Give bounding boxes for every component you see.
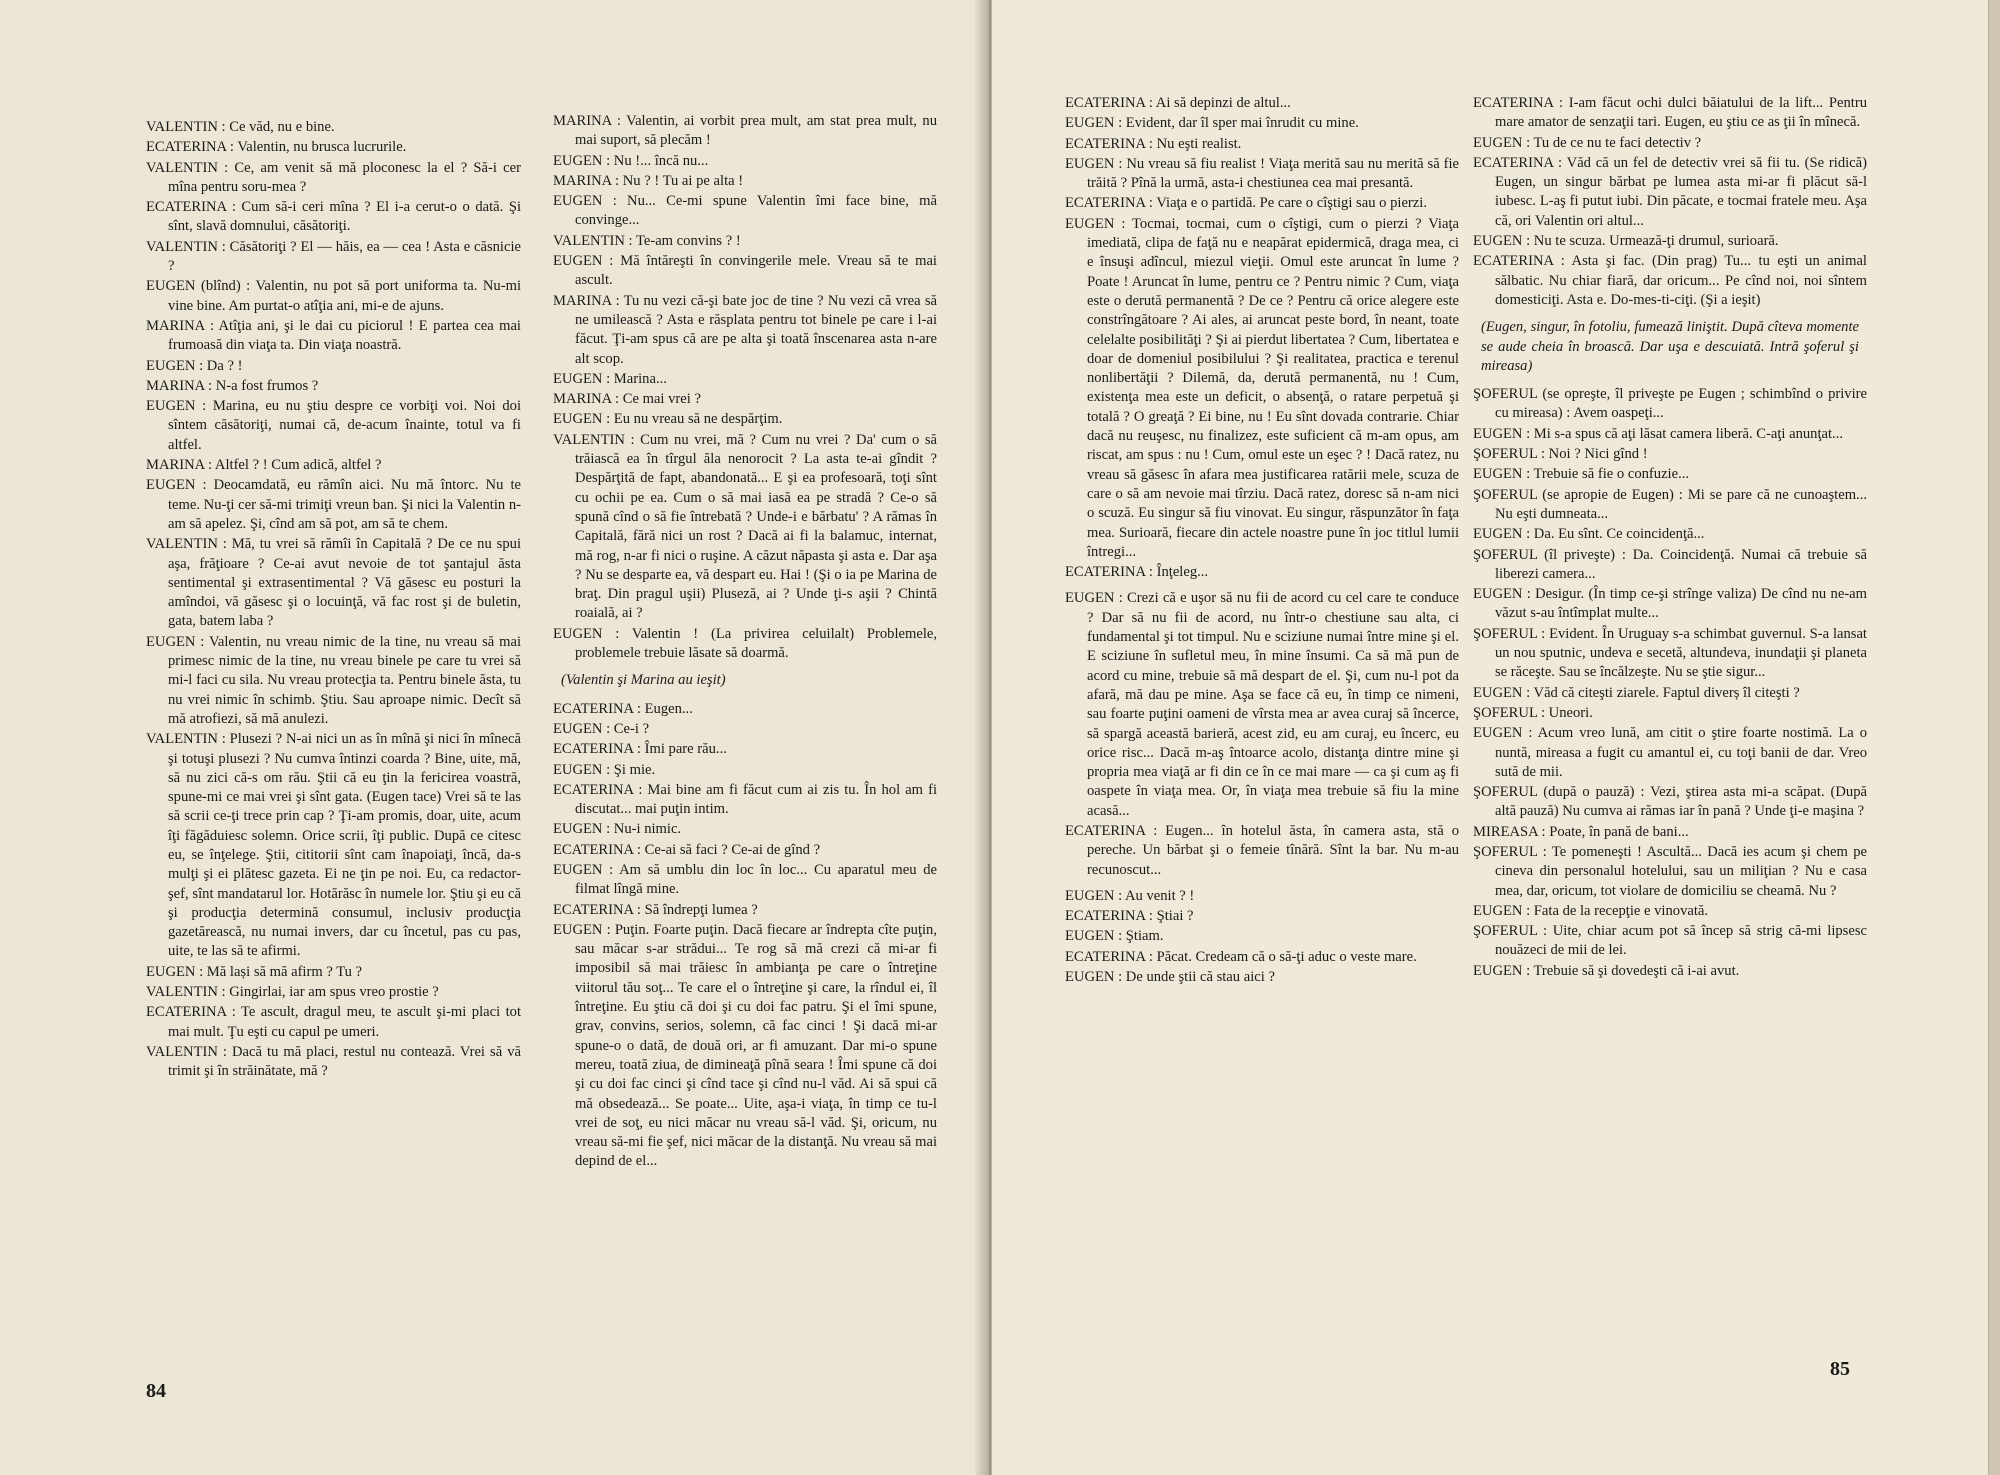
dialogue-line: EUGEN : Nu vreau să fiu realist ! Viaţa merită sau nu merită să fie trăită ? Pînă la urmă, asta-i chestiunea cea mai presantă. <box>1065 155 1459 192</box>
dialogue-line: EUGEN : Am să umblu din loc în loc... Cu aparatul meu de filmat lîngă mine. <box>553 861 937 898</box>
dialogue-line: VALENTIN : Plusezi ? N-ai nici un as în mînă şi nici în mînecă şi totuşi plusezi ? Nu cumva întinzi coarda ? Bine, uite, mă, să nu zici că-s om rău. Ştii că eu ţin la fericirea voastră, spune-mi ce mai vrei şi sînt gata. (Eugen tace) Vrei să te las să scrii ce-ţi trece prin cap ? Ţi-am promis, doar, uite, acum îţi făgăduiesc solemn. Orice scrii, îţi public. După ce citesc eu, se înţelege. Ştii, cititorii sînt cam înapoiaţi, încă, da-s mulţi şi ei plătesc gazeta. Ei ne ţin pe noi. Eu, ca redactor-şef, sînt mandatarul lor. Hotărăsc în numele lor. Ştiu şi eu că şi producţia determină consumul, inclusiv producţia gazetărească, nu numai invers, dar cu încetul, pas cu pas, uite, te las să te afirmi. <box>146 731 521 960</box>
dialogue-line: EUGEN : Trebuie să şi dovedeşti că i-ai avut. <box>1473 962 1740 979</box>
page-edge <box>1988 0 2000 1475</box>
dialogue-line: EUGEN : Trebuie să fie o confuzie... <box>1473 466 1690 483</box>
dialogue-line: EUGEN : Văd că citeşti ziarele. Faptul diverș îl citeşti ? <box>1473 684 1800 701</box>
dialogue-line: ŞOFERUL (după o pauză) : Vezi, ştirea asta mi-a scăpat. (După altă pauză) Nu cumva ai rămas iar în pană ? Unde ţi-e maşina ? <box>1473 784 1867 820</box>
dialogue-line: ECATERINA : I-am făcut ochi dulci băiatului de la lift... Pentru mare amator de senzaţii tari. Eugen, eu ştiu ce as ţii în mînecă. <box>1473 95 1867 131</box>
dialogue-line: ŞOFERUL : Uite, chiar acum pot să încep să strig că-mi lipsesc nouăzeci de mii de lei. <box>1473 923 1867 959</box>
dialogue-line: EUGEN : Ştiam. <box>1065 928 1164 945</box>
page-number-left: 84 <box>146 1380 166 1402</box>
dialogue-line: EUGEN : Crezi că e uşor să nu fii de acord cu cel care te conduce ? Dar să nu fii de acord, nu într-o chestiune sau alta, ci fundamental şi tot timpul. Nu e sciziune numai între mine şi el. E sciziune în sufletul meu, în mine însumi. Ca să mă pun de acord cu mine, trebuie să mă despart de el. Şi, cum nu-l pot da afară, mă dau pe mine. Aşa se face că eu, în timp ce nimeni, sau foarte puţini oameni de vîrsta mea ar avea curaj să încerce, să spargă această barieră, acest zid, eu am curaj, eu încerc, eu orice risc... Dacă m-aş întoarce acolo, distanţa dintre mine şi propria mea viaţă ar fi din ce în ce mai mare — ca şi cum aş fi oaspete în viaţa mea. Or, în viaţa mea trebuie să fiu la mine acasă... <box>1065 590 1459 819</box>
dialogue-line: VALENTIN : Ce, am venit să mă ploconesc la el ? Să-i cer mîna pentru soru-mea ? <box>146 159 521 195</box>
dialogue-line: ECATERINA : Îmi pare rău... <box>553 741 727 758</box>
dialogue-line: EUGEN : Marina, eu nu ştiu despre ce vorbiţi voi. Noi doi sîntem căsătoriţi, numai că, de-acum înainte, totul va fi altfel. <box>146 398 521 453</box>
dialogue-line: MARINA : Nu ? ! Tu ai pe alta ! <box>553 172 744 189</box>
dialogue-line: EUGEN : Puţin. Foarte puţin. Dacă fiecare ar îndrepta cîte puţin, sau măcar s-ar strădui... Te rog să mă crezi că mi-ar fi imposibil să mai trăiesc în ambianţa pe care o întreţine viitorul tău soţ... Te care el o întreţine şi care, la rîndul ei, îl întreţine. Eu ştiu că doi şi cu doi fac patru. Şi el îmi spune, grav, convins, serios, solemn, că fac cinci ! Şi dacă mi-ar spune-o o dată, de două ori, ar fi amuzant. Dar mi-o spune mereu, toată ziua, de dimineaţă pînă seara ! Îmi spune că doi şi cu doi fac cinci şi cînd tace şi cînd nu-l văd. Ai să spui că mă obsedează... Se poate... Uite, aşa-i viaţa, în timp ce tu-l vrei de soţ, eu nici măcar nu vreau să-l văd. Şi, oricum, nu vreau să-mi fie şef, nici măcar de la distanţă. Nu vreau să mai depind de el... <box>553 921 937 1170</box>
dialogue-line: MARINA : Atîţia ani, şi le dai cu piciorul ! E partea cea mai frumoasă din viaţa ta. Din viaţa noastră. <box>146 317 521 354</box>
dialogue-line: EUGEN : Mi s-a spus că aţi lăsat camera liberă. C-aţi anunţat... <box>1473 425 1843 442</box>
dialogue-line: ECATERINA : Eugen... în hotelul ăsta, în camera asta, stă o pereche. Un bărbat şi o femeie tînără. Sînt la bar. Nu m-au recunoscut... <box>1065 822 1459 878</box>
stage-direction: (Valentin şi Marina au ieşit) <box>561 672 726 689</box>
right-column-1 <box>1065 94 1459 988</box>
dialogue-line: ECATERINA : Nu eşti realist. <box>1065 135 1242 152</box>
dialogue-line: EUGEN : Şi mie. <box>553 761 656 778</box>
dialogue-line: EUGEN : Tocmai, tocmai, cum o cîştigi, cum o pierzi ? Viaţa imediată, clipa de faţă nu e neapărat epidermică, draga mea, ci e însuşi adîncul, miezul vieţii. Omul este aruncat în lume ? Poate ! Aruncat în lume, pentru ce ? Pentru nimic ? Cum, viaţa este o derută permanentă ? De ce ? Pentru că orice alegere este constrîngătoare ? Ai ales, ai aruncat peste bord, în neant, toate celelalte posibilităţi ? Şi ai pierdut libertatea ? Cum, libertatea e doar de domeniul posibilului ? Şi realitatea, practica e terenul nonlibertăţii ? Dilemă, da, derută permanentă, nu ! Cum, existenţa mea este un deficit, o absenţă, o ratare perpetuă şi totală ? O greaţă ? Ei bine, nu ! Eu sînt dovada contrarie. Chiar dacă nu reuşesc, nu finalizez, este suficient că m-am opus, am riscat, am spus : nu ! Cum, omul este un eşec ? ! Dacă ratez, nu vreau să găsesc în afara mea justificarea ratării mele, scuza de care o să am nevoie mai tîrziu. Dacă ratez, doresc să n-am nici o scuză. Eu singur să fiu vinovat. Eu singur, răspunzător în faţa mea. Surioară, fiecare din actele noastre pune în joc titlul lumii întregi... <box>1065 215 1459 560</box>
dialogue-line: EUGEN : Evident, dar îl sper mai înrudit cu mine. <box>1065 115 1359 132</box>
dialogue-line: VALENTIN : Mă, tu vrei să rămîi în Capitală ? De ce nu spui aşa, frăţioare ? Ce-ai avut nevoie de tot şantajul ăsta sentimental şi extrasentimental ? Vă găsesc eu posturi la amîndoi, vă găsesc şi o locuinţă, vă fac rost şi de buletin, gata, batem laba ? <box>146 536 521 630</box>
dialogue-line: ECATERINA : Viaţa e o partidă. Pe care o cîştigi sau o pierzi. <box>1065 195 1427 212</box>
dialogue-line: EUGEN : Da ? ! <box>146 357 243 374</box>
page-number-right: 85 <box>1830 1358 1850 1380</box>
dialogue-line: ŞOFERUL : Uneori. <box>1473 704 1593 721</box>
dialogue-line: EUGEN : Nu-i nimic. <box>553 821 682 838</box>
left-page <box>0 0 982 1475</box>
dialogue-line: MARINA : Valentin, ai vorbit prea mult, am stat prea mult, nu mai suport, să plecăm ! <box>553 113 937 149</box>
right-page <box>992 0 1992 1475</box>
dialogue-line: EUGEN : De unde ştii că stau aici ? <box>1065 969 1275 986</box>
dialogue-line: EUGEN : Da. Eu sînt. Ce coincidenţă... <box>1473 526 1705 543</box>
dialogue-line: MARINA : Tu nu vezi că-şi bate joc de tine ? Nu vezi că vrea să ne umilească ? Asta e răsplata pentru tot binele pe care i l-ai făcut. Ţi-am spus că are pe alta şi toată înscenarea asta n-are alt scop. <box>553 292 937 367</box>
dialogue-line: ECATERINA : Ai să depinzi de altul... <box>1065 95 1291 111</box>
dialogue-line: ECATERINA : Asta şi fac. (Din prag) Tu... tu eşti un animal sălbatic. Nu chiar fiară, dar oricum... Pe cînd noi, noi sîntem domesticiţi. Asta e. Do-mes-ti-ciţi. (Şi a ieşit) <box>1473 253 1867 308</box>
dialogue-line: ECATERINA : Să îndrepţi lumea ? <box>553 901 758 918</box>
dialogue-line: EUGEN : Mă lași să mă afirm ? Tu ? <box>146 963 363 980</box>
dialogue-line: EUGEN : Eu nu vreau să ne despărţim. <box>553 411 783 428</box>
dialogue-line: ECATERINA : Cum să-i ceri mîna ? El i-a cerut-o o dată. Şi sînt, slavă domnului, căsătoriţi. <box>146 199 521 235</box>
dialogue-line: EUGEN : Nu te scuza. Urmează-ţi drumul, surioară. <box>1473 233 1779 250</box>
right-column-2 <box>1473 94 1867 982</box>
dialogue-line: EUGEN : Fata de la recepţie e vinovată. <box>1473 902 1709 919</box>
dialogue-line: ŞOFERUL : Te pomeneşti ! Ascultă... Dacă ies acum şi chem pe cineva din personalul hotelului, sau un miliţian ? Nu e casa mea, dar, oricum, tot violare de domiciliu se cheamă. Nu ? <box>1473 843 1867 899</box>
dialogue-line: MARINA : N-a fost frumos ? <box>146 377 319 394</box>
dialogue-line: ŞOFERUL : Noi ? Nici gînd ! <box>1473 446 1648 463</box>
dialogue-line: MARINA : Ce mai vrei ? <box>553 391 701 408</box>
left-column-1 <box>146 118 521 1083</box>
dialogue-line: EUGEN (blînd) : Valentin, nu pot să port uniforma ta. Nu-mi vine bine. Am purtat-o atîţia ani, mi-e de ajuns. <box>146 278 521 314</box>
dialogue-line: ŞOFERUL (îl priveşte) : Da. Coincidenţă. Numai că trebuie să liberezi camera... <box>1473 546 1867 582</box>
dialogue-line: VALENTIN : Dacă tu mă placi, restul nu contează. Vrei să vă trimit şi în străinătate, mă ? <box>146 1043 521 1080</box>
dialogue-line: EUGEN : Desigur. (În timp ce-şi strînge valiza) De cînd nu ne-am văzut s-au întîmplat multe... <box>1473 586 1867 622</box>
dialogue-line: VALENTIN : Cum nu vrei, mă ? Cum nu vrei ? Da' cum o să trăiască ea în tîrgul ăla nenorocit ? La asta te-ai gîndit ? Despărţită de fapt, abandonată... E şi ea profesoară, toţi sînt cu ochii pe ea. Cum o să mai iasă ea pe stradă ? Ce-o să spună cînd o să fie întrebată ? Unde-i e bărbatu' ? A rămas în Capitală, fără nici un rost ? Dacă ai fi la balamuc, internat, mă rog, n-ar fi nici o ruşine. A căzut năpasta şi asta e. Dar aşa ? Nu se desparte ea, vă despart eu. Hai ! (Şi o ia pe Marina de braţ. Din pragul uşii) Pluseză, ai ? Unde ţi-s aşii ? Chintă roaială, ai ? <box>553 431 937 622</box>
dialogue-line: ŞOFERUL : Evident. În Uruguay s-a schimbat guvernul. S-a lansat un nou sputnic, undeva e secetă, altundeva, inundaţii şi planeta se răceşte. Sau se încălzeşte. Nu se ştie sigur... <box>1473 625 1867 681</box>
dialogue-line: EUGEN : Nu... Ce-mi spune Valentin îmi face bine, mă convinge... <box>553 193 937 229</box>
dialogue-line: ECATERINA : Eugen... <box>553 700 693 717</box>
dialogue-line: EUGEN : Mă întăreşti în convingerile mele. Vreau să te mai ascult. <box>553 253 937 289</box>
dialogue-line: ECATERINA : Ştiai ? <box>1065 908 1194 925</box>
dialogue-line: EUGEN : Ce-i ? <box>553 720 650 737</box>
dialogue-line: ECATERINA : Păcat. Credeam că o să-ţi aduc o veste mare. <box>1065 948 1417 965</box>
dialogue-line: ŞOFERUL (se apropie de Eugen) : Mi se pare că ne cunoaştem... Nu eşti dumneata... <box>1473 486 1867 522</box>
dialogue-line: ECATERINA : Ce-ai să faci ? Ce-ai de gînd ? <box>553 841 821 858</box>
dialogue-line: EUGEN : Au venit ? ! <box>1065 887 1195 904</box>
dialogue-line: VALENTIN : Căsătoriţi ? El — hăis, ea — cea ! Asta e căsnicie ? <box>146 238 521 275</box>
dialogue-line: VALENTIN : Te-am convins ? ! <box>553 232 741 249</box>
left-column-2 <box>553 112 937 1173</box>
dialogue-line: EUGEN : Tu de ce nu te faci detectiv ? <box>1473 134 1702 151</box>
dialogue-line: EUGEN : Valentin ! (La privirea celuilalt) Problemele, problemele trebuie lăsate să doarmă. <box>553 625 937 662</box>
dialogue-line: MARINA : Altfel ? ! Cum adică, altfel ? <box>146 457 382 474</box>
stage-direction: (Eugen, singur, în fotoliu, fumează liniştit. După cîteva momente se aude cheia în broască. Dar uşa e descuiată. Intră şoferul şi mireasa) <box>1481 319 1859 374</box>
dialogue-line: ECATERINA : Înţeleg... <box>1065 564 1209 581</box>
dialogue-line: EUGEN : Nu !... încă nu... <box>553 152 709 169</box>
dialogue-line: ECATERINA : Văd că un fel de detectiv vrei să fii tu. (Se ridică) Eugen, un singur bărbat pe lumea asta mi-ar fi plăcut să-l iubesc. L-aş fi putut iubi. Din păcate, e tocmai fratele meu. Aşa că, ori Valentin ori altul... <box>1473 154 1867 229</box>
dialogue-line: EUGEN : Marina... <box>553 370 667 387</box>
dialogue-line: ŞOFERUL (se opreşte, îl priveşte pe Eugen ; schimbînd o privire cu mireasa) : Avem oaspeţi... <box>1473 386 1867 422</box>
dialogue-line: ECATERINA : Te ascult, dragul meu, te ascult şi-mi placi tot mai mult. Ţu eşti cu capul pe umeri. <box>146 1004 521 1040</box>
dialogue-line: MIREASA : Poate, în pană de bani... <box>1473 823 1689 840</box>
dialogue-line: ECATERINA : Mai bine am fi făcut cum ai zis tu. În hol am fi discutat... mai puţin intim. <box>553 781 937 818</box>
dialogue-line: VALENTIN : Gingirlai, iar am spus vreo prostie ? <box>146 984 439 1001</box>
dialogue-line: VALENTIN : Ce văd, nu e bine. <box>146 119 335 135</box>
dialogue-line: EUGEN : Acum vreo lună, am citit o ştire foarte nostimă. La o nuntă, mireasa a fugit cu amantul ei, cu toţi banii de dar. Vreo sută de mii. <box>1473 725 1867 780</box>
dialogue-line: ECATERINA : Valentin, nu brusca lucrurile. <box>146 139 407 156</box>
dialogue-line: EUGEN : Deocamdată, eu rămîn aici. Nu mă întorc. Nu te teme. Nu-ţi cer să-mi trimiţi vreun ban. Şi nici la Valentin n-am să apelez. Şi, cînd am să pot, am să te chem. <box>146 477 521 532</box>
dialogue-line: EUGEN : Valentin, nu vreau nimic de la tine, nu vreau să mai primesc nimic de la tine, nu vreau binele pe care tu vrei să mi-l faci cu sila. Nu vreau protecţia ta. Pentru binele ăsta, tu nu vrei nimic în schimb. Ştiu. Sau aproape nimic. Decît să mă atrofiezi, să mă anulezi. <box>146 633 521 727</box>
